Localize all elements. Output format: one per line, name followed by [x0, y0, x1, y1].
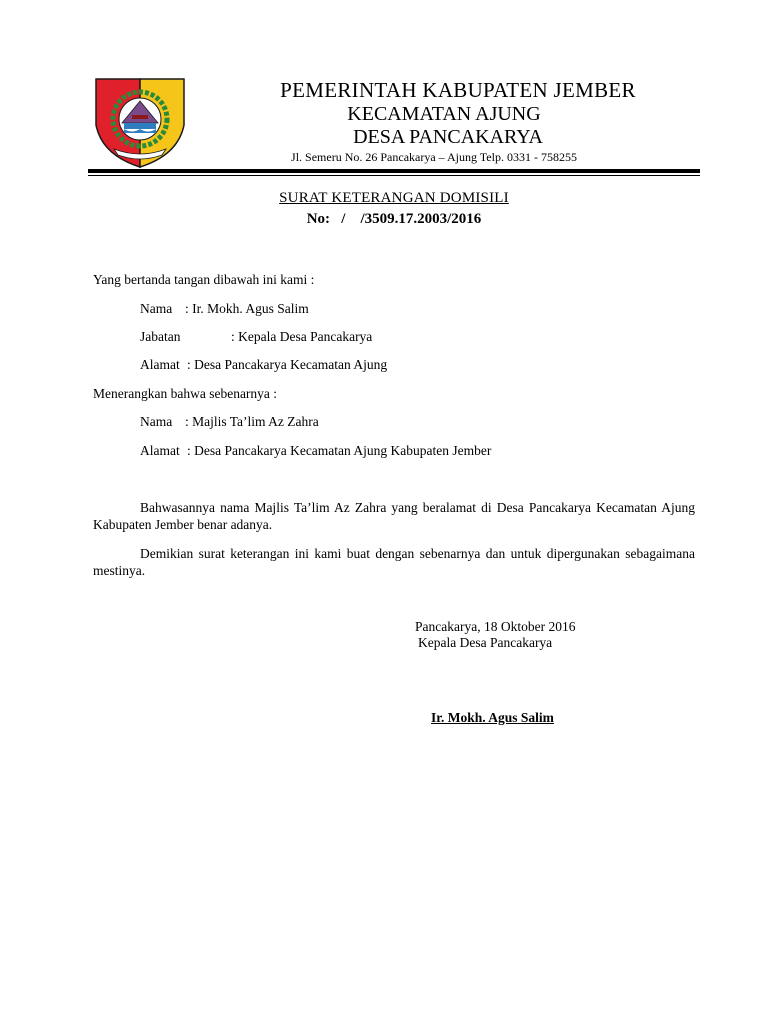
letterhead-regency: PEMERINTAH KABUPATEN JEMBER	[280, 78, 636, 102]
letterhead-district: KECAMATAN AJUNG	[347, 103, 541, 125]
subject-address-value: : Desa Pancakarya Kecamatan Ajung Kabupaten Jember	[187, 443, 492, 458]
subject-name-label: Nama	[140, 414, 173, 429]
signer-address-label: Alamat	[140, 357, 180, 372]
letterhead-divider-thin	[88, 175, 700, 176]
signer-name-value: : Ir. Mokh. Agus Salim	[185, 301, 309, 316]
place-date: Pancakarya, 18 Oktober 2016	[415, 619, 576, 634]
letter-number: No: / /3509.17.2003/2016	[306, 211, 482, 227]
signer-position-label: Jabatan	[140, 329, 181, 344]
signer-name-label: Nama	[140, 301, 173, 316]
signer-address-value: : Desa Pancakarya Kecamatan Ajung	[187, 357, 388, 372]
signature-name: Ir. Mokh. Agus Salim	[431, 710, 554, 725]
intro-text: Yang bertanda tangan dibawah ini kami :	[93, 272, 315, 287]
letterhead	[200, 78, 716, 165]
letterhead-divider-thick	[88, 169, 700, 173]
letterhead-village: DESA PANCAKARYA	[353, 126, 543, 148]
signer-title: Kepala Desa Pancakarya	[418, 635, 553, 650]
letter-title: SURAT KETERANGAN DOMISILI	[279, 190, 509, 206]
subject-name-value: : Majlis Ta’lim Az Zahra	[185, 414, 319, 429]
statement-text: Menerangkan bahwa sebenarnya :	[93, 386, 278, 401]
paragraph-closing: Demikian surat keterangan ini kami buat dengan sebenarnya dan untuk dipergunakan sebagaimana mestinya.	[93, 546, 695, 578]
letterhead-address: Jl. Semeru No. 26 Pancakarya – Ajung Telp. 0331 - 758255	[291, 150, 577, 164]
paragraph-confirmation: Bahwasannya nama Majlis Ta’lim Az Zahra yang beralamat di Desa Pancakarya Kecamatan Ajung Kabupaten Jember benar adanya.	[93, 500, 695, 532]
signer-position-value: : Kepala Desa Pancakarya	[231, 329, 373, 344]
subject-address-label: Alamat	[140, 443, 180, 458]
